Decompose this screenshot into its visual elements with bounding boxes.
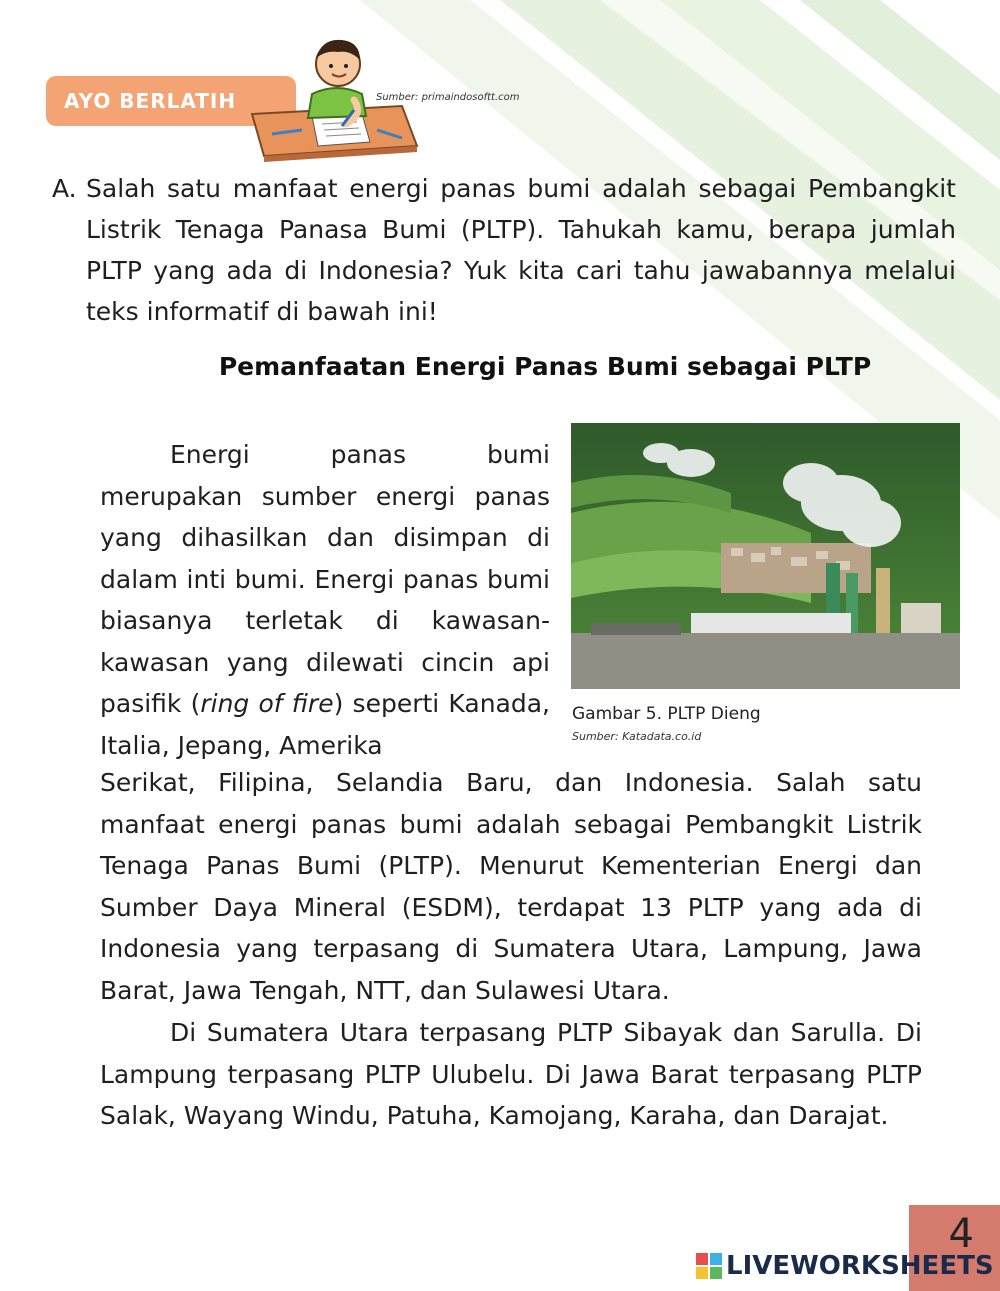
liveworksheets-icon: [696, 1253, 722, 1279]
article-paragraph-1-wrapped: [100, 434, 550, 766]
liveworksheets-logo[interactable]: [696, 1251, 994, 1281]
article-paragraph-2: [100, 1012, 922, 1137]
paragraph-1-text-end: ) seperti Kanada, Italia, Jepang, Amerika: [100, 689, 550, 760]
paragraph-2-text: Di Sumatera Utara terpasang PLTP Sibayak dan Sarulla. Di Lampung terpasang PLTP Ulubelu. Di Jawa Barat terpasang PLTP Salak, Wayang Windu, Patuha, Kamojang, Karaha, dan Darajat.: [100, 1018, 922, 1130]
pltp-dieng-photo: [571, 423, 960, 689]
article-paragraph-1-continued: Serikat, Filipina, Selandia Baru, dan Indonesia. Salah satu manfaat energi panas bumi adalah sebagai Pembangkit Listrik Tenaga Panas Bumi (PLTP). Menurut Kementerian Energi dan Sumber Daya Mineral (ESDM), terdapat 13 PLTP yang ada di Indonesia yang terpasang di Sumatera Utara, Lampung, Jawa Barat, Jawa Tengah, NTT, dan Sulawesi Utara.: [100, 768, 922, 1005]
illustration-source: Sumber: primaindosoftt.com: [376, 92, 520, 103]
practice-badge: AYO BERLATIH: [46, 76, 296, 126]
question-intro: [52, 168, 956, 332]
question-label: A.: [52, 174, 77, 203]
question-text: Salah satu manfaat energi panas bumi adalah sebagai Pembangkit Listrik Tenaga Panasa Bumi (PLTP). Tahukah kamu, berapa jumlah PLTP yang ada di Indonesia? Yuk kita cari tahu jawabannya melalui teks informatif di bawah ini!: [86, 174, 956, 326]
ring-of-fire-term: ring of fire: [200, 689, 334, 718]
article-title: Pemanfaatan Energi Panas Bumi sebagai PLTP: [218, 352, 872, 381]
brand-text: LIVEWORKSHEETS: [726, 1251, 994, 1281]
page-number: 4: [948, 1211, 974, 1257]
figure-caption: Gambar 5. PLTP Dieng: [572, 704, 761, 724]
paragraph-1-text: Energi panas bumi merupakan sumber energi panas yang dihasilkan dan disimpan di dalam inti bumi. Energi panas bumi biasanya terletak di kawasan-kawasan yang dilewati cincin api pasifik (: [100, 440, 550, 718]
figure-source: Sumber: Katadata.co.id: [572, 730, 702, 743]
